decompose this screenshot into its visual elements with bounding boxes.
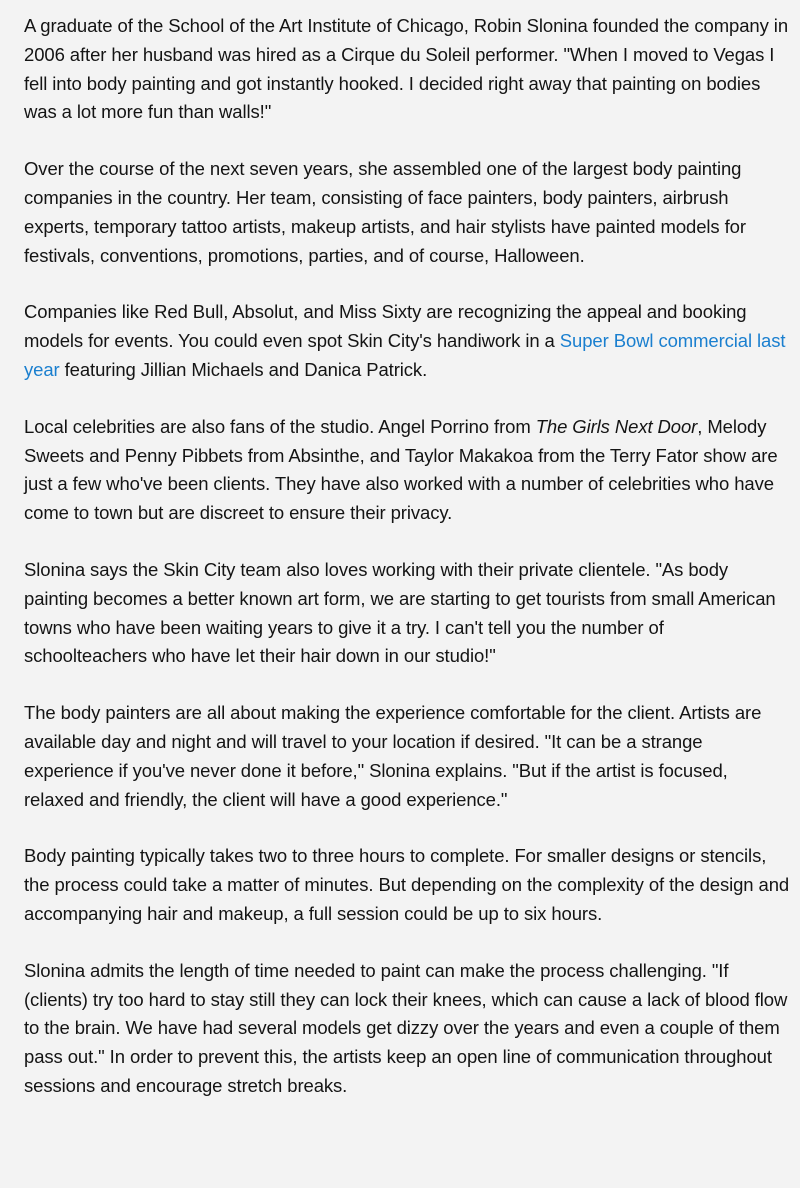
paragraph-companies-text-end: featuring Jillian Michaels and Danica Patrick. xyxy=(59,358,428,380)
show-title-italic: The Girls Next Door xyxy=(535,415,698,437)
paragraph-duration-text: Body painting typically takes two to three hours to complete. For smaller designs or stencils, the process could take a matter of minutes. But depending on the complexity of the design and accompanying hair and makeup, a full session could be up to six hours. xyxy=(24,845,790,924)
paragraph-companies-text-start: Companies like Red Bull, Absolut, and Miss Sixty are recognizing the appeal and booking models for events. You could even spot Skin City's handiwork in a xyxy=(24,301,747,352)
paragraph-private-clientele-text: Slonina says the Skin City team also loves working with their private clientele. "As body painting becomes a better known art form, we are starting to get tourists from small American towns who have been waiting years to give it a try. I can't tell you the number of schoolteachers who have let their hair down in our studio!" xyxy=(24,558,776,667)
paragraph-experience-text: The body painters are all about making the experience comfortable for the client. Artists are available day and night and will travel to your location if desired. "It can be a strange experience if you've never done it before," Slonina explains. "But if the artist is focused, relaxed and friendly, the client will have a good experience." xyxy=(24,702,762,810)
paragraph-founding xyxy=(24,12,790,127)
paragraph-duration xyxy=(24,842,790,928)
paragraph-companies xyxy=(24,298,790,384)
paragraph-team xyxy=(24,155,790,270)
paragraph-celebrities-text-end: , Melody Sweets and Penny Pibbets from Absinthe, and Taylor Makakoa from the Terry Fator show are just a few who've been clients. They have also worked with a number of celebrities who have come to town but are discreet to ensure their privacy. xyxy=(24,415,778,524)
paragraph-team-text: Over the course of the next seven years, she assembled one of the largest body painting companies in the country. Her team, consisting of face painters, body painters, airbrush experts, temporary tattoo artists, makeup artists, and hair stylists have painted models for festivals, conventions, promotions, parties, and of course, Halloween. xyxy=(24,158,746,266)
paragraph-celebrities-text-start: Local celebrities are also fans of the studio. Angel Porrino from xyxy=(24,415,536,437)
paragraph-experience xyxy=(24,699,790,814)
paragraph-founding-text: A graduate of the School of the Art Institute of Chicago, Robin Slonina founded the company in 2006 after her husband was hired as a Cirque du Soleil performer. "When I moved to Vegas I fell into body painting and got instantly hooked. I decided right away that painting on bodies was a lot more fun than walls!" xyxy=(24,15,789,123)
paragraph-challenges xyxy=(24,957,790,1101)
paragraph-celebrities xyxy=(24,413,790,528)
paragraph-private-clientele xyxy=(24,556,790,671)
paragraph-challenges-text: Slonina admits the length of time needed to paint can make the process challenging. "If (clients) try too hard to stay still they can lock their knees, which can cause a lack of blood flow to the brain. We have had several models get dizzy over the years and even a couple of them pass out." In order to prevent this, the artists keep an open line of communication throughout sessions and encourage stretch breaks. xyxy=(24,959,788,1096)
super-bowl-commercial-link[interactable]: Super Bowl commercial last year xyxy=(24,330,786,380)
